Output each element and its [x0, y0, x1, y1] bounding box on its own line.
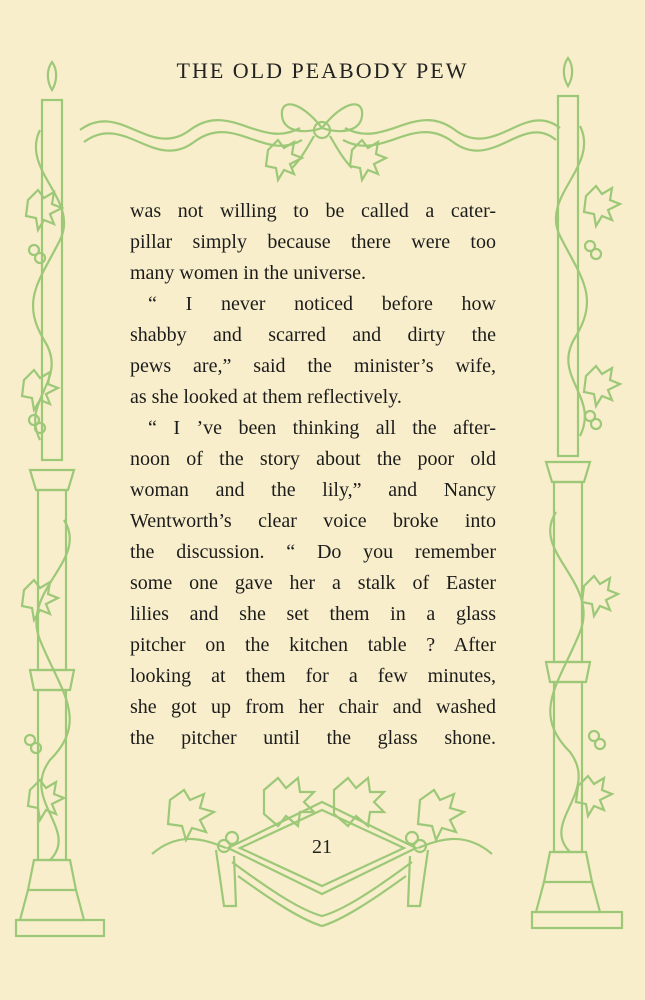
text-line: some one gave her a stalk of Easter: [130, 572, 496, 594]
text-line: Wentworth’s clear voice broke into: [130, 510, 496, 532]
text-line: noon of the story about the poor old: [130, 448, 496, 470]
text-line: as she looked at them reflectively.: [130, 386, 402, 408]
text-line: lilies and she set them in a glass: [130, 603, 496, 625]
text-line: pews are,” said the minister’s wife,: [130, 355, 496, 377]
running-head: THE OLD PEABODY PEW: [176, 58, 469, 83]
body-text: [130, 196, 496, 754]
left-candlestick-ornament: [16, 62, 104, 936]
text-line: many women in the universe.: [130, 262, 367, 284]
right-candlestick-ornament: [532, 58, 622, 928]
text-line: woman and the lily,” and Nancy: [130, 479, 496, 501]
text-line: the pitcher until the glass shone.: [130, 727, 496, 749]
text-line: “ I never noticed before how: [148, 293, 496, 315]
text-line: looking at them for a few minutes,: [130, 665, 496, 687]
text-line: shabby and scarred and dirty the: [130, 324, 496, 346]
text-line: she got up from her chair and washed: [130, 696, 496, 718]
page-number: 21: [312, 836, 332, 858]
text-line: was not willing to be called a cater-: [130, 200, 496, 222]
text-line: pitcher on the kitchen table ? After: [130, 634, 496, 656]
text-line: “ I ’ve been thinking all the after-: [148, 417, 496, 439]
top-ribbon-ornament: [80, 104, 560, 180]
text-line: the discussion. “ Do you remember: [130, 541, 496, 563]
text-line: pillar simply because there were too: [130, 231, 496, 253]
